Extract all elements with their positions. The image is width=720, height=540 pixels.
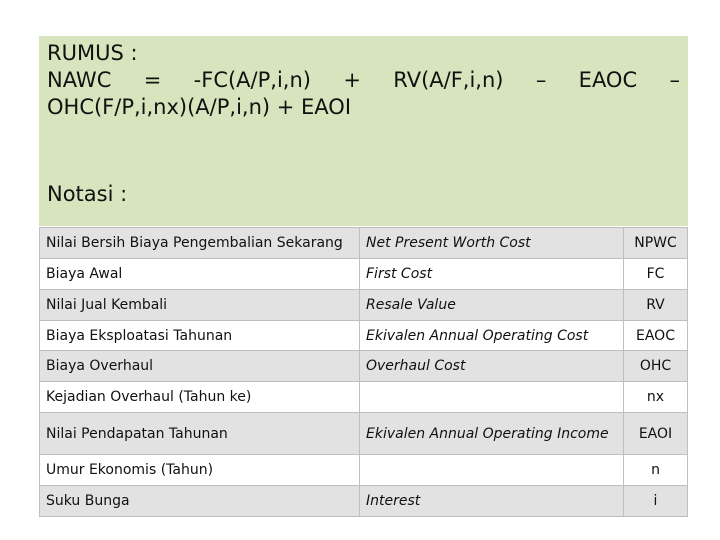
notation-english: Ekivalen Annual Operating Cost — [360, 321, 624, 351]
notation-abbr: FC — [624, 259, 688, 290]
notation-abbr: NPWC — [624, 228, 688, 259]
notation-row — [40, 413, 688, 455]
notation-abbr: EAOI — [624, 413, 688, 455]
notation-term: Biaya Eksploatasi Tahunan — [40, 321, 360, 351]
formula-part: – — [535, 68, 547, 92]
formula-line-1 — [47, 67, 680, 94]
notation-table — [39, 227, 688, 517]
formula-part: EAOC — [578, 68, 638, 92]
notation-term: Umur Ekonomis (Tahun) — [40, 455, 360, 486]
formula-box — [39, 36, 688, 226]
formula-part: -FC(A/P,i,n) — [193, 68, 311, 92]
notation-term: Nilai Pendapatan Tahunan — [40, 413, 360, 455]
notation-row — [40, 455, 688, 486]
notation-english: Net Present Worth Cost — [360, 228, 624, 259]
formula-heading: RUMUS : — [47, 41, 138, 65]
formula-part: RV(A/F,i,n) — [393, 68, 504, 92]
notation-term: Kejadian Overhaul (Tahun ke) — [40, 382, 360, 413]
notation-english — [360, 455, 624, 486]
notation-english — [360, 382, 624, 413]
notation-term: Suku Bunga — [40, 486, 360, 517]
formula-part: NAWC — [47, 68, 112, 92]
notation-term: Nilai Bersih Biaya Pengembalian Sekarang — [40, 228, 360, 259]
notation-row — [40, 228, 688, 259]
notation-row — [40, 290, 688, 321]
notation-english: Overhaul Cost — [360, 351, 624, 382]
notation-row — [40, 321, 688, 351]
formula-part: = — [143, 68, 162, 92]
notation-abbr: EAOC — [624, 321, 688, 351]
notation-abbr: OHC — [624, 351, 688, 382]
notation-abbr: RV — [624, 290, 688, 321]
notation-row — [40, 486, 688, 517]
notation-english: Ekivalen Annual Operating Income — [360, 413, 624, 455]
notation-english: Interest — [360, 486, 624, 517]
notation-term: Nilai Jual Kembali — [40, 290, 360, 321]
notation-term: Biaya Overhaul — [40, 351, 360, 382]
notation-english: Resale Value — [360, 290, 624, 321]
notation-heading: Notasi : — [47, 182, 128, 206]
notation-abbr: nx — [624, 382, 688, 413]
notation-row — [40, 259, 688, 290]
notation-term: Biaya Awal — [40, 259, 360, 290]
notation-abbr: i — [624, 486, 688, 517]
formula-part: + — [343, 68, 361, 92]
formula-line-2: OHC(F/P,i,nx)(A/P,i,n) + EAOI — [47, 95, 352, 119]
notation-row — [40, 382, 688, 413]
notation-english: First Cost — [360, 259, 624, 290]
notation-abbr: n — [624, 455, 688, 486]
formula-part: – — [669, 68, 680, 92]
notation-row — [40, 351, 688, 382]
